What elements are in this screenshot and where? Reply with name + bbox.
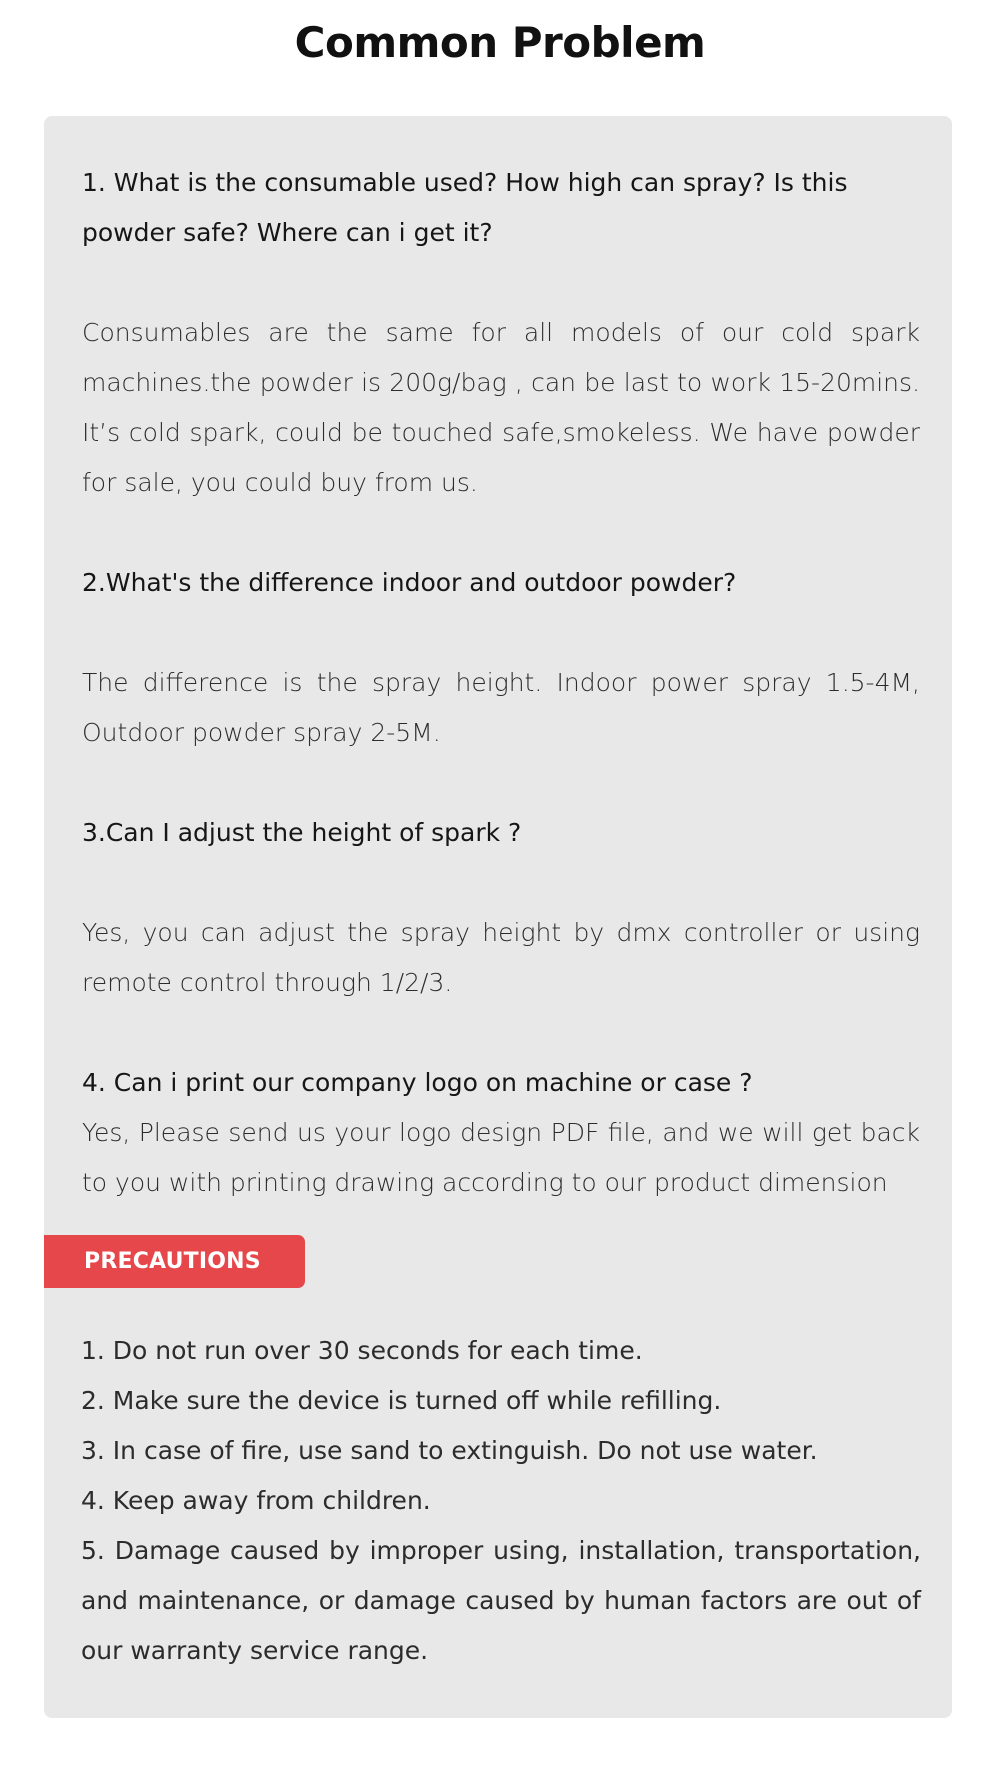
- precaution-list: [81, 1326, 921, 1676]
- faq-answer-3: Yes, you can adjust the spray height by dmx controller or using remote control through 1/2/3.: [82, 918, 920, 997]
- precaution-item: 1. Do not run over 30 seconds for each time.: [81, 1336, 643, 1365]
- faq-question-3: 3.Can I adjust the height of spark ?: [82, 818, 522, 847]
- faq-answer-1: Consumables are the same for all models of our cold spark machines.the powder is 200g/bag , can be last to work 15-20mins. It’s cold spark, could be touched safe,smokeless. We have powder for sale, you could buy from us.: [82, 318, 920, 497]
- faq-answer-4: Yes, Please send us your logo design PDF file, and we will get back to you with printing drawing according to our product dimension: [82, 1118, 920, 1197]
- precaution-item: 3. In case of fire, use sand to extinguish. Do not use water.: [81, 1436, 818, 1465]
- faq-question-2: 2.What's the difference indoor and outdoor powder?: [82, 568, 737, 597]
- precautions-tag: PRECAUTIONS: [44, 1235, 305, 1288]
- precaution-item: 4. Keep away from children.: [81, 1486, 431, 1515]
- faq-question-1: 1. What is the consumable used? How high can spray? Is this powder safe? Where can i get it?: [82, 168, 848, 247]
- faq-answer-2: The difference is the spray height. Indoor power spray 1.5-4M, Outdoor powder spray 2-5M.: [82, 668, 920, 747]
- precaution-item: 5. Damage caused by improper using, installation, transportation, and maintenance, or damage caused by human factors are out of our warranty service range.: [81, 1536, 921, 1665]
- page-title: Common Problem: [294, 18, 706, 67]
- faq-question-4: 4. Can i print our company logo on machine or case ?: [82, 1068, 753, 1097]
- precaution-item: 2. Make sure the device is turned off while refilling.: [81, 1386, 722, 1415]
